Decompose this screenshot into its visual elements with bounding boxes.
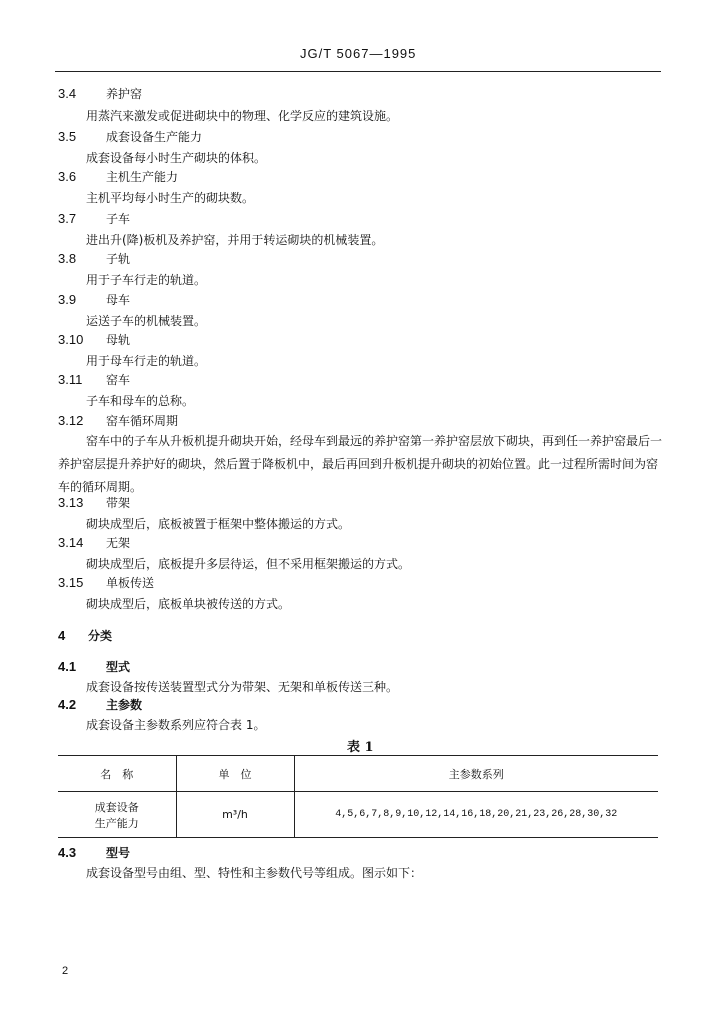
section-heading: 3.10 母轨 [58,332,131,347]
cell-series: 4,5,6,7,8,9,10,12,14,16,18,20,21,23,26,28,30,32 [335,809,618,820]
section-body: 砌块成型后，底板被置于框架中整体搬运的方式。 [86,517,351,531]
section-heading: 3.15 单板传送 [58,575,155,590]
section-body: 成套设备按传送装置型式分为带架、无架和单板传送三种。 [86,680,399,694]
main-parameter-table [58,755,658,838]
section-body: 用蒸汽来激发或促进砌块中的物理、化学反应的建筑设施。 [86,109,399,123]
table-row [58,792,658,838]
section-heading: 3.8 子轨 [58,251,131,266]
cell-name: 成套设备 生产能力 [58,792,176,838]
section-heading: 3.5 成套设备生产能力 [58,129,203,144]
section-heading: 3.6 主机生产能力 [58,169,179,184]
section-body: 主机平均每小时生产的砌块数。 [86,191,255,205]
section-heading: 3.9 母车 [58,292,131,307]
section-body: 成套设备型号由组、型、特性和主参数代号等组成。图示如下： [86,866,423,880]
section-heading: 3.12 窑车循环周期 [58,413,179,428]
section-body: 用于子车行走的轨道。 [86,273,207,287]
section-body: 子车和母车的总称。 [86,394,195,408]
chapter-heading: 4 分类 [58,628,113,643]
section-heading: 4.2 主参数 [58,697,143,712]
section-body: 用于母车行走的轨道。 [86,354,207,368]
section-heading: 4.3 型号 [58,845,131,860]
column-header-unit: 单 位 [176,756,294,792]
section-body: 运送子车的机械装置。 [86,314,207,328]
table-caption: 表 1 [347,740,374,755]
header-rule [55,71,661,72]
section-heading: 3.7 子车 [58,211,131,226]
section-heading: 4.1 型式 [58,659,131,674]
table-header-row [58,756,658,792]
standard-code: JG/T 5067—1995 [300,46,417,61]
section-heading: 3.13 带架 [58,495,131,510]
section-body: 砌块成型后，底板提升多层待运，但不采用框架搬运的方式。 [86,557,411,571]
section-body-paragraph: 窑车中的子车从升板机提升砌块开始，经母车到最远的养护窑第一养护窑层放下砌块，再到任一养护窑最后一养护窑层提升养护好的砌块，然后置于降板机中，最后再回到升板机提升砌块的初始位置。此一过程所需时间为窑车的循环周期。 [58,434,663,494]
section-body: 砌块成型后，底板单块被传送的方式。 [86,597,291,611]
section-body: 成套设备每小时生产砌块的体积。 [86,151,267,165]
column-header-name: 名 称 [58,756,176,792]
page-number: 2 [62,965,69,977]
section-heading: 3.11 窑车 [58,372,131,387]
cell-unit: m³/h [176,792,294,838]
section-heading: 3.14 无架 [58,535,131,550]
column-header-series: 主参数系列 [448,767,504,781]
section-body: 成套设备主参数系列应符合表 1。 [86,718,266,732]
section-body: 进出升(降)板机及养护窑，并用于转运砌块的机械装置。 [86,233,384,247]
section-heading: 3.4 养护窑 [58,86,143,101]
